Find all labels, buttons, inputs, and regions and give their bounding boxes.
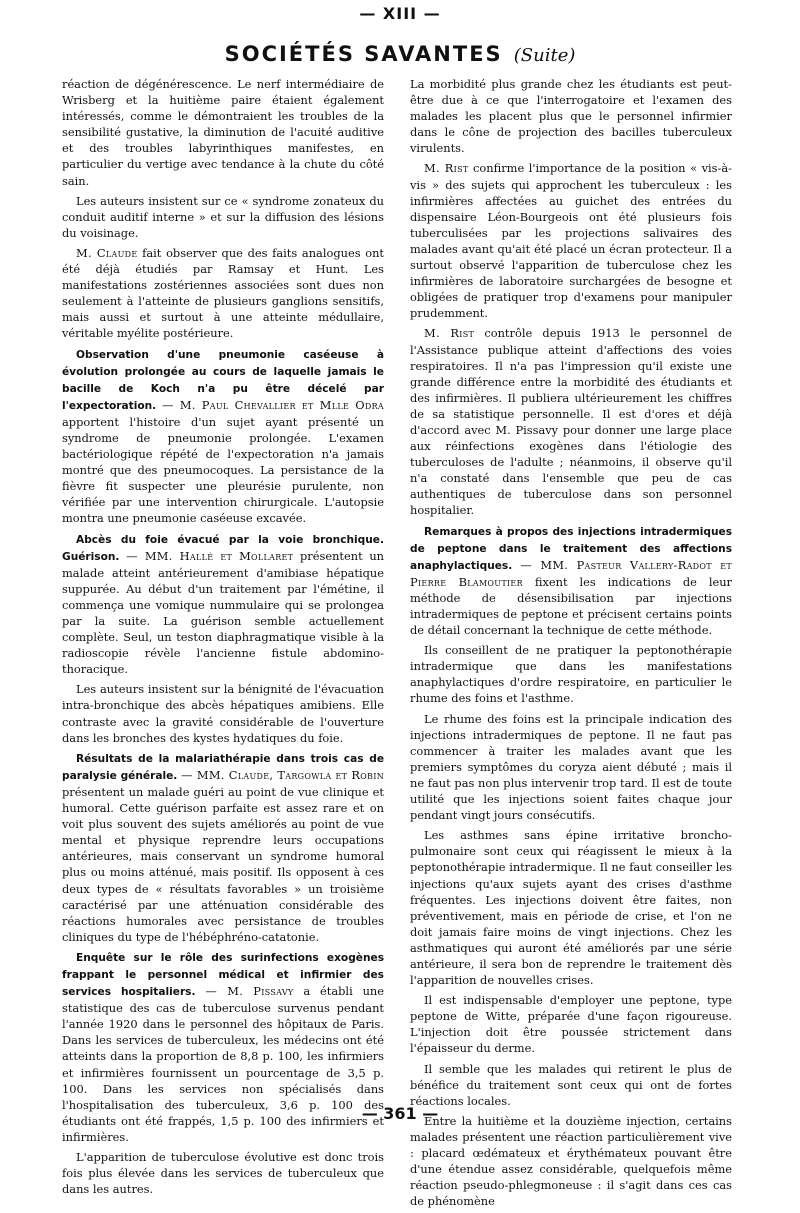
article-authors: — MM. Hallé et Mollaret	[126, 548, 294, 563]
paragraph	[62, 245, 384, 342]
paragraph-text: contrôle depuis 1913 le personnel de l'Assistance publique atteint d'affections des voies respiratoires. Il n'a pas l'impression qu'il existe une grande différence entre la morbidité des étudiants et des infirmières. Il publiera ultérieurement les chiffres de sa statistique personnelle. Il est d'ores et déjà d'accord avec M. Pissavy pour donner une large place aux réinfections exogènes dans l'étiologie des tuberculoses de l'adulte ; néanmoins, il observe qu'il n'a constaté dans l'ensemble que peu de cas authentiques de tuberculose dans son personnel hospitalier.	[410, 326, 733, 518]
article-text: apportent l'histoire d'un sujet ayant présenté un syndrome de pneumonie prolongée. L'examen bactériologique répété de l'expectoration n'a jamais montré que des pneumocoques. La persistance de la fièvre fit suspecter une pleurésie purulente, non vérifiée par une intervention chirurgicale. L'autopsie montra une pneumonie caséeuse excavée.	[62, 414, 384, 526]
paragraph: La morbidité plus grande chez les étudiants est peut-être due à ce que l'interrogatoire et l'examen des malades les placent plus que le personnel infirmier dans le cône de projection des bacilles tuberculeux virulents.	[410, 77, 732, 156]
paragraph: Entre la huitième et la douzième injection, certains malades présentent une réaction particulièrement vive : placard œdémateux et érythémateux pouvant être d'une étendue assez considérable, quelquefois même réaction pseudo-phlegmoneuse : il s'agit dans ces cas de phénomène	[410, 1113, 732, 1209]
article-heading: Résultats de la malariathérapie dans trois cas de paralysie générale.	[62, 752, 384, 782]
section-title: SOCIÉTÉS SAVANTES	[224, 42, 503, 66]
article-authors: — M. Pissavy	[205, 984, 294, 999]
article-heading: Abcès du foie évacué par la voie bronchique. Guérison.	[62, 533, 384, 563]
author-name: M. Claude	[76, 245, 138, 260]
author-name: M. Rist	[424, 161, 469, 176]
paragraph: Ils conseillent de ne pratiquer la peptonothérapie intradermique que dans les manifestations anaphylactiques d'ordre respiratoire, en particulier le rhume des foins et l'asthme.	[410, 643, 732, 706]
paragraph-text: fait observer que des faits analogues ont été déjà étudiés par Ramsay et Hunt. Les manifestations zostériennes associées sont dues non seulement à l'atteinte de plusieurs ganglions sensitifs, mais aussi et surtout à une atteinte médullaire, véritable myélite postérieure.	[62, 245, 384, 341]
paragraph: Il est indispensable d'employer une peptone, type peptone de Witte, préparée d'une façon rigoureuse. L'injection doit être poussée strictement dans l'épaisseur du derme.	[410, 993, 732, 1056]
article-entry	[62, 346, 384, 527]
article-text: présentent un malade guéri au point de vue clinique et humoral. Cette guérison parfaite est assez rare et on voit plus souvent des sujets améliorés au point de vue mental et physique reprendre leurs occupations antérieures, mais conservant un syndrome humoral plus ou moins atténué, mais positif. Ils opposent à ces deux types de « résultats favorables » un troisième caractérisé par une atténuation considérable des réactions humorales avec persistance de troubles cliniques du type de l'hébéphréno-catatonie.	[62, 784, 384, 944]
paragraph: Les asthmes sans épine irritative broncho-pulmonaire sont ceux qui réagissent le mieux à la peptonothérapie intradermique. Il ne faut conseiller les injections qu'aux sujets ayant des crises d'asthme fréquentes. Les injections doivent être faites, non préventivement, mais en période de crise, et l'on ne doit jamais faire moins de vingt injections. Chez les asthmatiques qui auront été améliorés par une série antérieure, il sera bon de reprendre le traitement dès l'apparition de nouvelles crises.	[410, 828, 732, 988]
paragraph	[410, 160, 732, 321]
paragraph-text: confirme l'importance de la position « vis-à-vis » des sujets qui approchent les tuberculeux : les infirmières affectées au guichet des entrées du dispensaire Léon-Bourgeois ont été plusieurs fois tuberculisées par les projections salivaires des malades avant qu'ait été placé un écran protecteur. Il a surtout observé l'apparition de tuberculose chez les infirmières de laboratoire surchargées de besogne et obligées de pratiquer trop d'examens pour manipuler prudemment.	[410, 161, 732, 321]
paragraph: Le rhume des foins est la principale indication des injections intradermiques de peptone. Il ne faut pas commencer à traiter les malades avant que les premiers symptômes du coryza aient débuté ; mais il ne faut pas non plus intervenir trop tard. Il est de toute utilité que les injections soient faites chaque jour pendant vingt jours consécutifs.	[410, 711, 732, 823]
article-entry	[62, 750, 384, 945]
article-heading: Remarques à propos des injections intradermiques de peptone dans le traitement des affections anaphylactiques.	[410, 525, 732, 572]
roman-page-number: — XIII —	[359, 4, 441, 23]
article-heading: Observation d'une pneumonie caséeuse à évolution prolongée au cours de laquelle jamais le bacille de Koch n'a pu être décelé par l'expectoration.	[62, 348, 384, 412]
author-name: M. Rist	[424, 326, 475, 341]
article-text: a établi une statistique des cas de tuberculose survenus pendant l'année 1920 dans le personnel des hôpitaux de Paris. Dans les services de tuberculeux, les médecins ont été atteints dans la proportion de 8,8 p. 100, les infirmiers et infirmières fournissent un pourcentage de 3,5 p. 100. Dans les services non spécialisés dans l'hospitalisation des tuberculeux, 3,6 p. 100 des étudiants ont été frappés, 1,5 p. 100 des infirmiers et infirmières.	[62, 984, 384, 1144]
section-header	[0, 42, 800, 66]
article-text: présentent un malade atteint antérieurement d'amibiase hépatique suppurée. Au début d'un traitement par l'émétine, il commença une vomique nummulaire qui se prolongea par la suite. La guérison semble actuellement complète. Seul, un teston diaphragmatique visible à la radioscopie révèle l'ancienne fistule abdomino-thoracique.	[62, 548, 385, 677]
article-authors: — MM. Pasteur Vallery-Radot et Pierre Blamoutier	[410, 557, 732, 589]
paragraph	[410, 325, 732, 518]
paragraph: L'apparition de tuberculose évolutive est donc trois fois plus élevée dans les services de tuberculeux que dans les autres.	[62, 1150, 384, 1197]
article-authors: — MM. Claude, Targowla et Robin	[181, 767, 384, 782]
right-column	[410, 76, 732, 1213]
page-number: — 361 —	[361, 1104, 439, 1123]
paragraph: Les auteurs insistent sur ce « syndrome zonateux du conduit auditif interne » et sur la diffusion des lésions du voisinage.	[62, 193, 384, 240]
left-column	[62, 76, 384, 1201]
paragraph: Les auteurs insistent sur la bénignité de l'évacuation intra-bronchique des abcès hépatiques amibiens. Elle contraste avec la gravité considérable de l'ouverture dans les bronches des kystes hydatiques du foie.	[62, 682, 384, 745]
paragraph: réaction de dégénérescence. Le nerf intermédiaire de Wrisberg et la huitième paire étaient également intéressés, comme le démontraient les troubles de la sensibilité gustative, la diminution de l'acuité auditive et des troubles labyrinthiques manifestes, en particulier du vertige avec tendance à la chute du côté sain.	[62, 77, 384, 188]
article-entry	[62, 531, 384, 678]
article-text: fixent les indications de leur méthode de désensibilisation par injections intradermiques de peptone et précisent certains points de détail concernant la technique de cette méthode.	[410, 574, 733, 638]
article-heading: Enquête sur le rôle des surinfections exogènes frappant le personnel médical et infirmier des services hospitaliers.	[62, 951, 384, 999]
article-authors: — M. Paul Chevallier et Mlle Odra	[162, 397, 384, 412]
paragraph: Il semble que les malades qui retirent le plus de bénéfice du traitement sont ceux qui ont de fortes réactions locales.	[410, 1061, 732, 1108]
section-subtitle: (Suite)	[513, 45, 576, 66]
article-entry	[410, 523, 732, 639]
